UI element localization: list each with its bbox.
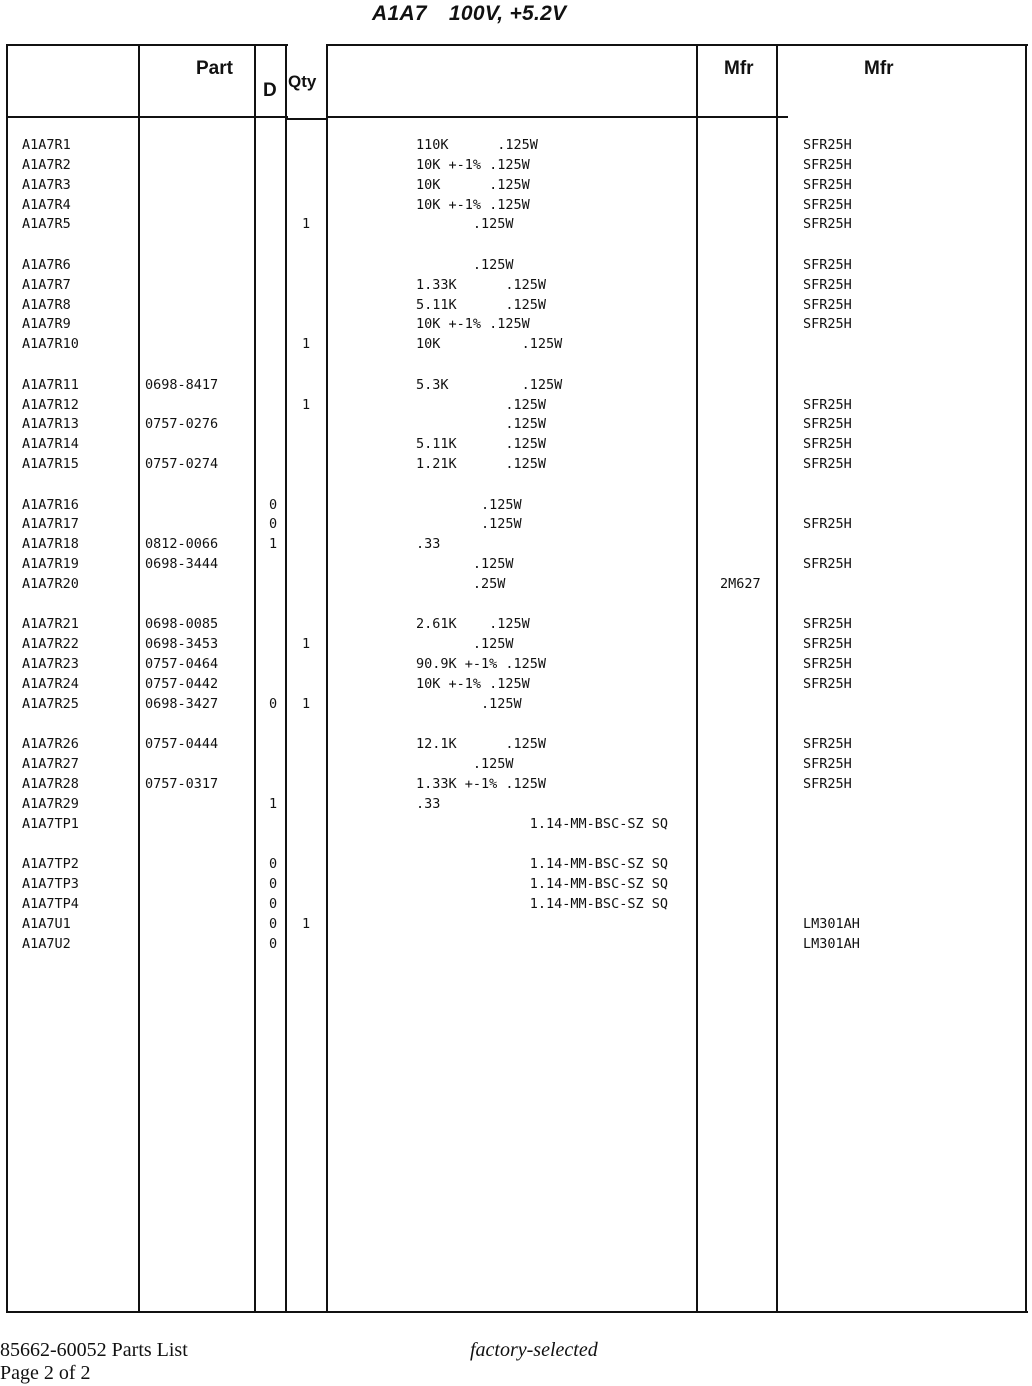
table-bottom-border (6, 1311, 1028, 1313)
table-row (0, 295, 1032, 315)
description-cell: .125W (416, 416, 547, 433)
table-row (0, 914, 1032, 934)
table-row (0, 534, 1032, 554)
ref-cell: A1A7R2 (22, 156, 71, 173)
description-cell: 12.1K .125W (416, 736, 547, 753)
mfr-part-cell: SFR25H (803, 296, 852, 313)
header-mfr: Mfr (724, 58, 754, 79)
table-row (0, 794, 1032, 814)
part-number-cell: 0812-0066 (145, 536, 219, 553)
description-cell: 10K +-1% .125W (416, 196, 530, 213)
ref-cell: A1A7R18 (22, 536, 79, 553)
description-cell: .125W (416, 216, 514, 233)
table-row (0, 314, 1032, 334)
part-number-cell: 0757-0317 (145, 775, 219, 792)
table-row (0, 634, 1032, 654)
ref-cell: A1A7R3 (22, 176, 71, 193)
table-row (0, 614, 1032, 634)
description-cell: 1.14-MM-BSC-SZ SQ (416, 895, 668, 912)
qty-cell: 1 (302, 216, 311, 233)
description-cell: .125W (416, 516, 522, 533)
description-cell: 2.61K .125W (416, 616, 530, 633)
cd-cell: 0 (269, 875, 278, 892)
table-row (0, 395, 1032, 415)
part-number-cell: 0698-3444 (145, 556, 219, 573)
description-cell: 110K .125W (416, 137, 538, 153)
cd-cell: 0 (269, 516, 278, 533)
mfr-code-cell: 2M627 (720, 575, 761, 592)
mfr-part-cell: LM301AH (803, 935, 860, 952)
description-cell: 10K +-1% .125W (416, 675, 530, 692)
qty-cell: 1 (302, 695, 311, 712)
table-row (0, 255, 1032, 275)
description-cell: 1.33K +-1% .125W (416, 775, 547, 792)
table-row (0, 275, 1032, 295)
mfr-part-cell: SFR25H (803, 176, 852, 193)
part-number-cell: 0757-0464 (145, 656, 219, 673)
description-cell: .33 (416, 795, 441, 812)
ref-cell: A1A7R14 (22, 436, 79, 453)
description-cell: .125W (416, 556, 514, 573)
header-divider-right (326, 116, 788, 118)
ref-cell: A1A7U1 (22, 915, 71, 932)
ref-cell: A1A7R17 (22, 516, 79, 533)
mfr-part-cell: SFR25H (803, 196, 852, 213)
description-cell: 10K .125W (416, 336, 563, 353)
header-divider (6, 116, 288, 118)
description-cell: 90.9K +-1% .125W (416, 656, 547, 673)
header-mfr-part: Mfr (864, 58, 894, 79)
description-cell: .125W (416, 256, 514, 273)
ref-cell: A1A7R27 (22, 756, 79, 773)
table-row (0, 514, 1032, 534)
table-row (0, 554, 1032, 574)
ref-cell: A1A7R20 (22, 575, 79, 592)
qty-cell: 1 (302, 396, 311, 413)
ref-cell: A1A7TP3 (22, 875, 79, 892)
mfr-part-cell: SFR25H (803, 137, 852, 153)
table-row (0, 854, 1032, 874)
table-row (0, 814, 1032, 834)
mfr-part-cell: SFR25H (803, 556, 852, 573)
ref-cell: A1A7R21 (22, 616, 79, 633)
ref-cell: A1A7R5 (22, 216, 71, 233)
table-row (0, 175, 1032, 195)
ref-cell: A1A7R25 (22, 695, 79, 712)
cd-cell: 0 (269, 935, 278, 952)
table-row (0, 135, 1032, 155)
qty-cell: 1 (302, 915, 311, 932)
description-cell: 1.14-MM-BSC-SZ SQ (416, 856, 668, 873)
assembly-id: A1A7 (372, 2, 427, 25)
ref-cell: A1A7R24 (22, 675, 79, 692)
table-row (0, 334, 1032, 354)
part-number-cell: 0757-0276 (145, 416, 219, 433)
description-cell: 5.11K .125W (416, 296, 547, 313)
cd-cell: 0 (269, 915, 278, 932)
description-cell: .33 (416, 536, 441, 553)
ref-cell: A1A7R9 (22, 316, 71, 333)
mfr-part-cell: SFR25H (803, 756, 852, 773)
description-cell: 1.14-MM-BSC-SZ SQ (416, 875, 668, 892)
mfr-part-cell: SFR25H (803, 396, 852, 413)
part-number-cell: 0757-0274 (145, 456, 219, 473)
part-number-cell: 0698-3453 (145, 636, 219, 653)
description-cell: .125W (416, 496, 522, 513)
mfr-part-cell: SFR25H (803, 736, 852, 753)
table-top-border-right (326, 44, 1028, 46)
table-row (0, 214, 1032, 234)
part-number-cell: 0698-0085 (145, 616, 219, 633)
ref-cell: A1A7R19 (22, 556, 79, 573)
table-row (0, 934, 1032, 954)
table-row (0, 894, 1032, 914)
mfr-part-cell: SFR25H (803, 456, 852, 473)
ref-cell: A1A7TP1 (22, 815, 79, 832)
mfr-part-cell: SFR25H (803, 276, 852, 293)
part-number-cell: 0698-3427 (145, 695, 219, 712)
ref-cell: A1A7R26 (22, 736, 79, 753)
assembly-voltages: 100V, +5.2V (448, 2, 567, 25)
ref-cell: A1A7R28 (22, 775, 79, 792)
ref-cell: A1A7R8 (22, 296, 71, 313)
mfr-part-cell: SFR25H (803, 636, 852, 653)
ref-cell: A1A7R22 (22, 636, 79, 653)
ref-cell: A1A7R11 (22, 376, 79, 393)
table-row (0, 454, 1032, 474)
mfr-part-cell: SFR25H (803, 216, 852, 233)
part-number-cell: 0698-8417 (145, 376, 219, 393)
ref-cell: A1A7R10 (22, 336, 79, 353)
qty-cell: 1 (302, 336, 311, 353)
cd-cell: 1 (269, 795, 278, 812)
description-cell: .25W (416, 575, 506, 592)
mfr-part-cell: SFR25H (803, 616, 852, 633)
table-row (0, 375, 1032, 395)
part-number-cell: 0757-0442 (145, 675, 219, 692)
qty-cell: 1 (302, 636, 311, 653)
ref-cell: A1A7R4 (22, 196, 71, 213)
ref-cell: A1A7R7 (22, 276, 71, 293)
mfr-part-cell: LM301AH (803, 915, 860, 932)
mfr-part-cell: SFR25H (803, 436, 852, 453)
description-cell: .125W (416, 396, 547, 413)
table-row (0, 694, 1032, 714)
mfr-part-cell: SFR25H (803, 416, 852, 433)
ref-cell: A1A7R23 (22, 656, 79, 673)
table-row (0, 414, 1032, 434)
mfr-part-cell: SFR25H (803, 775, 852, 792)
ref-cell: A1A7TP4 (22, 895, 79, 912)
table-row (0, 434, 1032, 454)
header-cd: D (263, 80, 277, 101)
table-row (0, 734, 1032, 754)
description-cell: 10K +-1% .125W (416, 316, 530, 333)
page-title (372, 2, 588, 26)
footer-note: factory-selected (470, 1339, 598, 1361)
ref-cell: A1A7R16 (22, 496, 79, 513)
cd-cell: 0 (269, 895, 278, 912)
table-row (0, 654, 1032, 674)
cd-cell: 1 (269, 536, 278, 553)
description-cell: 10K .125W (416, 176, 530, 193)
ref-cell: A1A7TP2 (22, 856, 79, 873)
cd-cell: 0 (269, 695, 278, 712)
cd-cell: 0 (269, 856, 278, 873)
mfr-part-cell: SFR25H (803, 156, 852, 173)
table-row (0, 155, 1032, 175)
table-row (0, 774, 1032, 794)
description-cell: 10K +-1% .125W (416, 156, 530, 173)
footer-doc: 85662-60052 Parts List (0, 1339, 188, 1361)
ref-cell: A1A7R13 (22, 416, 79, 433)
table-row (0, 495, 1032, 515)
ref-cell: A1A7U2 (22, 935, 71, 952)
mfr-part-cell: SFR25H (803, 256, 852, 273)
ref-cell: A1A7R15 (22, 456, 79, 473)
description-cell: .125W (416, 636, 514, 653)
mfr-part-cell: SFR25H (803, 675, 852, 692)
mfr-part-cell: SFR25H (803, 516, 852, 533)
header-qty: Qty (288, 72, 317, 91)
cd-cell: 0 (269, 496, 278, 513)
ref-cell: A1A7R12 (22, 396, 79, 413)
description-cell: 1.21K .125W (416, 456, 547, 473)
header-part: Part (196, 58, 233, 79)
description-cell: 1.14-MM-BSC-SZ SQ (416, 815, 668, 832)
ref-cell: A1A7R29 (22, 795, 79, 812)
header-divider-qty (286, 118, 326, 120)
table-row (0, 574, 1032, 594)
table-row (0, 195, 1032, 215)
table-top-border (6, 44, 288, 46)
description-cell: .125W (416, 756, 514, 773)
table-row (0, 674, 1032, 694)
description-cell: 5.11K .125W (416, 436, 547, 453)
table-row (0, 874, 1032, 894)
mfr-part-cell: SFR25H (803, 316, 852, 333)
part-number-cell: 0757-0444 (145, 736, 219, 753)
mfr-part-cell: SFR25H (803, 656, 852, 673)
description-cell: 1.33K .125W (416, 276, 547, 293)
ref-cell: A1A7R6 (22, 256, 71, 273)
table-row (0, 754, 1032, 774)
ref-cell: A1A7R1 (22, 137, 71, 153)
footer-page: Page 2 of 2 (0, 1362, 91, 1384)
description-cell: 5.3K .125W (416, 376, 563, 393)
description-cell: .125W (416, 695, 522, 712)
